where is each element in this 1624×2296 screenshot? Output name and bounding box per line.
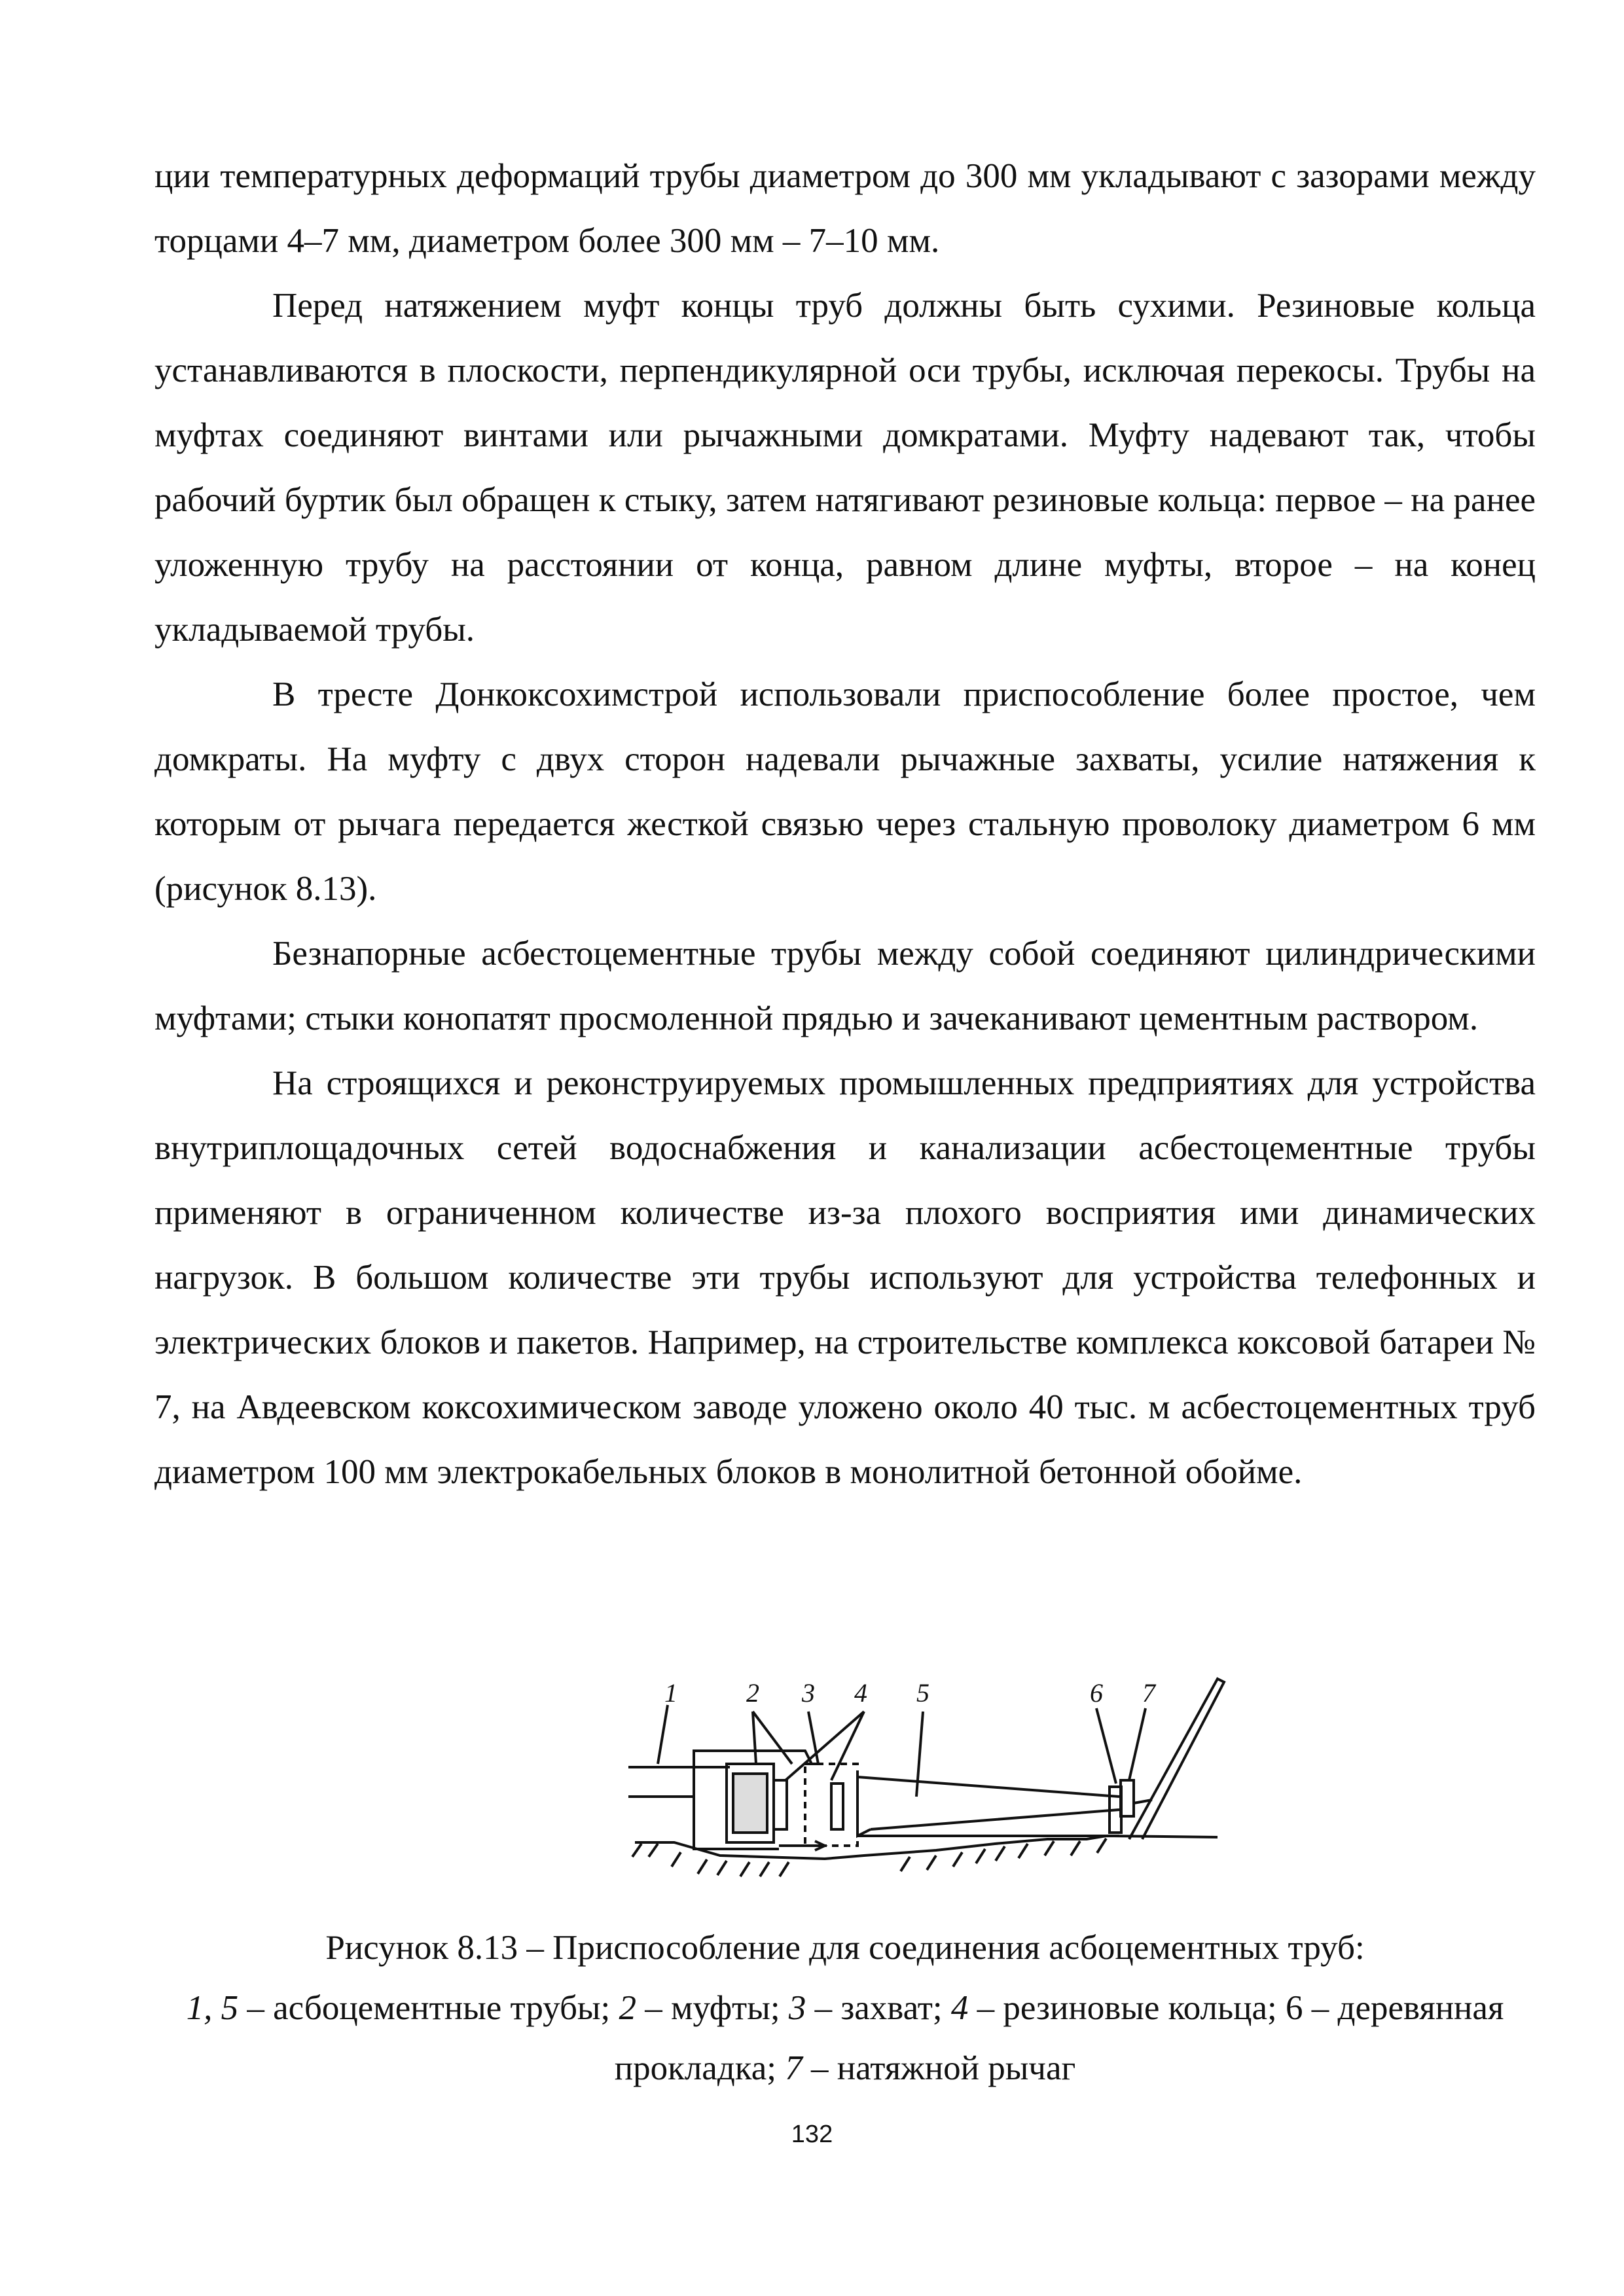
body-text	[154, 144, 1536, 1505]
legend-text: – натяжной рычаг	[802, 2049, 1076, 2087]
paragraph: На строящихся и реконструируемых промышленных предприятиях для устройства внутриплощадочных сетей водоснабжения и канализации асбестоцементные трубы применяют в ограниченном количестве из-за плохого восприятия ими динамических нагрузок. В большом количестве эти трубы используют для устройства телефонных и электрических блоков и пакетов. Например, на строительстве комплекса коксовой батареи № 7, на Авдеевском коксохимическом заводе уложено около 40 тыс. м асбестоцементных труб диаметром 100 мм электрокабельных блоков в монолитной бетонной обойме.	[154, 1064, 1536, 1491]
pipe-5	[857, 1777, 1119, 1836]
figure-label-4: 4	[854, 1678, 867, 1708]
legend-num: 1, 5	[186, 1989, 239, 2027]
figure-label-1: 1	[664, 1678, 677, 1708]
figure-label-2: 2	[746, 1678, 759, 1708]
legend-num: 3	[788, 1989, 806, 2027]
legend-text: – резиновые кольца; 6 – деревянная прокладка;	[614, 1989, 1504, 2087]
leader-7	[1129, 1708, 1146, 1780]
leader-1	[658, 1705, 668, 1764]
legend-num: 2	[619, 1989, 636, 2027]
figure-label-7: 7	[1142, 1678, 1155, 1708]
figure-pipe-joint-device	[628, 1666, 1231, 1914]
paragraph: В тресте Донкоксохимстрой использовали приспособление более простое, чем домкраты. На муфту с двух сторон надевали рычажные захваты, усилие натяжения к которым от рычага передается жесткой связью через стальную проволоку диаметром 6 мм (рисунок 8.13).	[154, 675, 1536, 908]
legend-num: 4	[950, 1989, 969, 2027]
legend-text: – муфты;	[636, 1989, 789, 2027]
paragraph: Безнапорные асбестоцементные трубы между собой соединяют цилиндрическими муфтами; стыки конопатят просмоленной прядью и зачеканивают цементным раствором.	[154, 935, 1536, 1037]
paragraph: Перед натяжением муфт концы труб должны быть сухими. Резиновые кольца устанавливаются в плоскости, перпендикулярной оси трубы, исключая перекосы. Трубы на муфтах соединяют винтами или рычажными домкратами. Муфту надевают так, чтобы рабочий буртик был обращен к стыку, затем натягивают резиновые кольца: первое – на ранее уложенную трубу на расстоянии от конца, равном длине муфты, второе – на конец укладываемой трубы.	[154, 287, 1536, 649]
rubber-ring-left	[774, 1780, 787, 1829]
caption-title: Рисунок 8.13 – Приспособление для соединения асбоцементных труб:	[325, 1929, 1365, 1967]
tension-arrow	[779, 1841, 825, 1850]
coupling-muff-inner	[733, 1774, 767, 1833]
rubber-ring-right	[831, 1784, 843, 1829]
caption-legend	[154, 1978, 1536, 2098]
figure-label-6: 6	[1090, 1678, 1103, 1708]
leader-2	[753, 1712, 792, 1764]
figure-caption	[154, 1918, 1536, 2098]
figure-label-5: 5	[916, 1678, 929, 1708]
paragraph: ции температурных деформаций трубы диаметром до 300 мм укладывают с зазорами между торцами 4–7 мм, диаметром более 300 мм – 7–10 мм.	[154, 157, 1536, 260]
legend-text: – асбоцементные трубы;	[238, 1989, 619, 2027]
figure-label-3: 3	[802, 1678, 815, 1708]
page-number: 132	[791, 2121, 833, 2148]
leader-4	[785, 1712, 864, 1780]
leader-6	[1096, 1708, 1116, 1784]
leader-5	[916, 1712, 923, 1797]
ground-hatching	[632, 1839, 1106, 1876]
legend-num: 7	[785, 2049, 803, 2087]
pipe-1	[628, 1767, 730, 1797]
pipe-joint-diagram	[628, 1666, 1231, 1914]
legend-text: – захват;	[806, 1989, 951, 2027]
